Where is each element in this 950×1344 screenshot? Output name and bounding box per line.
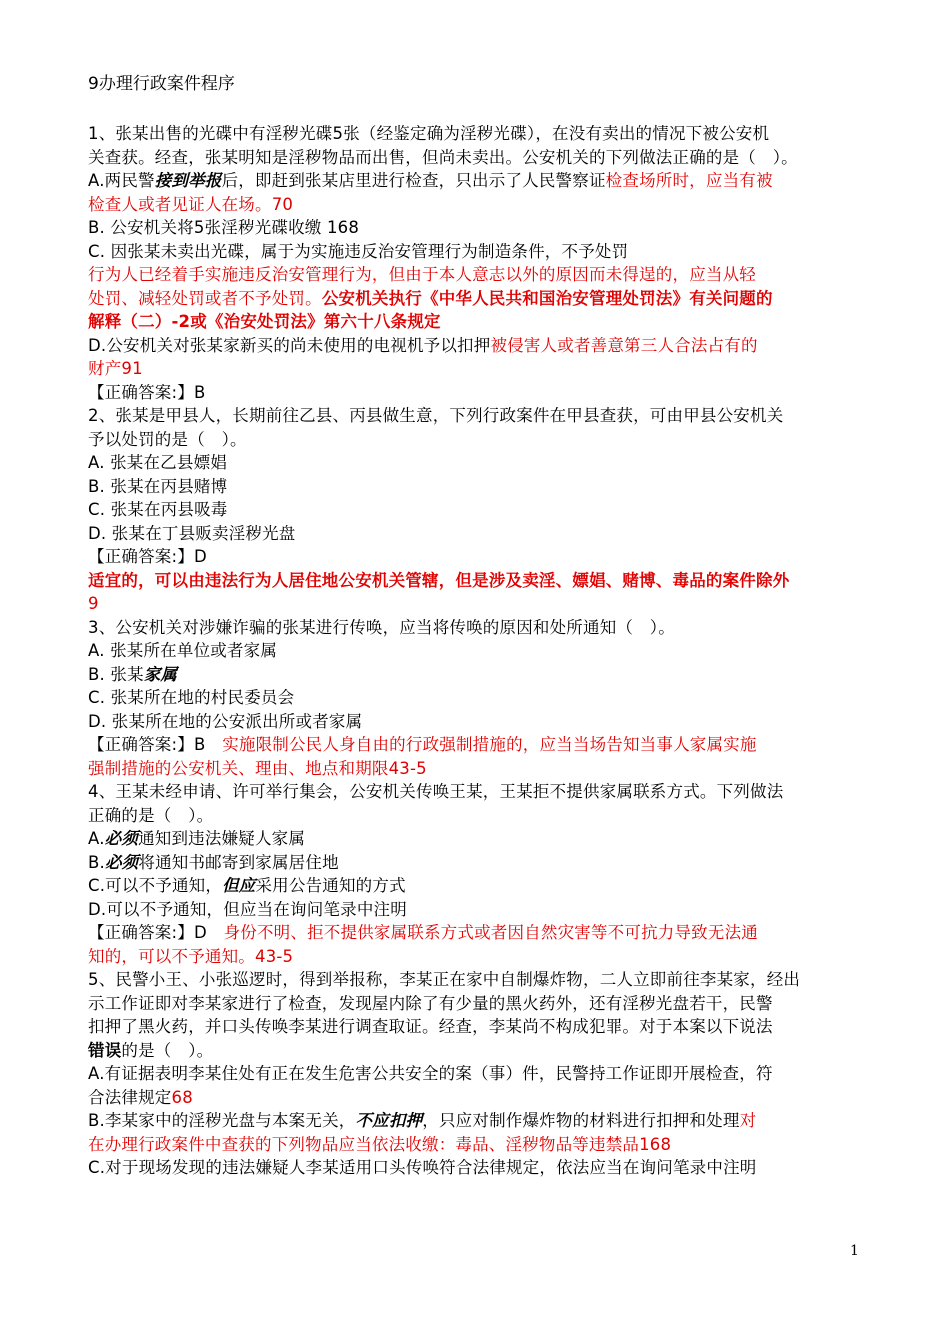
q2-option-b: B. 张某在丙县赌博 <box>88 476 228 496</box>
q2-option-c: C. 张某在丙县吸毒 <box>88 500 228 519</box>
q5-b-note-line-2: 在办理行政案件中查获的下列物品应当依法收缴：毒品、淫秽物品等违禁品168 <box>88 1134 672 1154</box>
q4-a-prefix: A. <box>88 829 105 848</box>
q4-b-emphasis: 必须 <box>104 852 139 872</box>
q2-stem-line-2: 予以处罚的是（ ）。 <box>88 429 247 449</box>
q4-answer: 【正确答案:】D <box>88 923 207 942</box>
q1-option-d <box>88 334 868 358</box>
q4-answer-line <box>88 921 868 945</box>
q4-option-d: D.可以不予通知，但应当在询问笔录中注明 <box>88 899 407 919</box>
q1-a-prefix: A.两民警 <box>88 171 155 190</box>
question-5 <box>88 968 868 1180</box>
q5-option-a-line-1: A.有证据表明李某住处有正在发生危害公共安全的案（事）件，民警持工作证即开展检查，符 <box>88 1064 773 1083</box>
q4-note-1: 身份不明、拒不提供家属联系方式或者因自然灾害等不可抗力导致无法通 <box>223 923 758 942</box>
document-body <box>88 72 868 1180</box>
q5-a-text: 合法律规定 <box>88 1087 172 1107</box>
q1-answer: 【正确答案:】B <box>88 382 206 402</box>
q3-stem: 3、公安机关对涉嫌诈骗的张某进行传唤，应当将传唤的原因和处所通知（ ）。 <box>88 617 675 637</box>
q1-a-text: 后，即赶到张某店里进行检查，只出示了人民警察证 <box>221 171 606 190</box>
q5-b-prefix: B.李某家中的淫秽光盘与本案无关， <box>88 1111 356 1130</box>
q4-option-b <box>88 851 868 875</box>
question-4 <box>88 780 868 968</box>
q2-stem-line-1: 2、张某是甲县人，长期前往乙县、丙县做生意，下列行政案件在甲县查获，可由甲县公安机关 <box>88 406 784 425</box>
q4-b-prefix: B. <box>88 852 105 872</box>
q5-b-emphasis: 不应扣押 <box>355 1111 423 1130</box>
q3-option-a: A. 张某所在单位或者家属 <box>88 641 278 660</box>
q5-b-note-1: 对 <box>739 1111 757 1130</box>
q1-a-note-line-2: 检查人或者见证人在场。70 <box>88 194 294 214</box>
q3-note-line-2: 强制措施的公安机关、理由、地点和期限43-5 <box>88 758 427 778</box>
q5-stem-rest: 的是（ ）。 <box>121 1040 214 1060</box>
q5-a-note: 68 <box>171 1087 193 1107</box>
q4-a-emphasis: 必须 <box>104 829 139 848</box>
q1-a-emphasis: 接到举报 <box>154 171 222 190</box>
q2-note-line-2: 9 <box>88 594 99 613</box>
q1-d-text: D.公安机关对张某家新买的尚未使用的电视机予以扣押 <box>88 335 491 355</box>
q3-b-emphasis: 家属 <box>143 664 178 684</box>
q3-b-prefix: B. 张某 <box>88 664 144 684</box>
q4-b-text: 将通知书邮寄到家属居住地 <box>138 852 339 872</box>
q5-stem-line-3: 扣押了黑火药，并口头传唤李某进行调查取证。经查，李某尚不构成犯罪。对于本案以下说法 <box>88 1017 773 1036</box>
q2-answer: 【正确答案:】D <box>88 547 207 566</box>
question-2 <box>88 404 868 616</box>
q1-c-note-line-2 <box>88 287 868 311</box>
q4-a-text: 通知到违法嫌疑人家属 <box>138 829 306 848</box>
q1-a-note: 检查场所时，应当有被 <box>605 171 773 190</box>
q3-answer-line <box>88 733 868 757</box>
q2-option-d: D. 张某在丁县贩卖淫秽光盘 <box>88 523 296 543</box>
q4-option-a <box>88 827 868 851</box>
q1-d-note: 被侵害人或者善意第三人合法占有的 <box>490 335 758 355</box>
q3-option-d: D. 张某所在地的公安派出所或者家属 <box>88 711 363 731</box>
q2-option-a: A. 张某在乙县嫖娼 <box>88 453 227 472</box>
q3-answer: 【正确答案:】B <box>88 735 206 754</box>
q5-stem-line-2: 示工作证即对李某家进行了检查，发现屋内除了有少量的黑火药外，还有淫秽光盘若干，民警 <box>88 993 773 1013</box>
q1-stem-line-1: 1、张某出售的光碟中有淫秽光碟5张（经鉴定确为淫秽光碟），在没有卖出的情况下被公安机 <box>88 124 770 143</box>
q4-c-text: 采用公告通知的方式 <box>255 876 406 895</box>
q4-option-c <box>88 874 868 898</box>
q1-c-note-2b: 公安机关执行《中华人民共和国治安管理处罚法》有关问题的 <box>321 288 773 308</box>
q5-stem-line-4 <box>88 1039 868 1063</box>
q3-option-b <box>88 663 868 687</box>
q4-stem-line-1: 4、王某未经申请、许可举行集会，公安机关传唤王某，王某拒不提供家属联系方式。下列做法 <box>88 782 784 801</box>
q5-option-b <box>88 1109 868 1133</box>
q4-note-line-2: 知的，可以不予通知。43-5 <box>88 946 294 966</box>
q1-option-b: B. 公安机关将5张淫秽光碟收缴 168 <box>88 218 360 237</box>
q5-stem-emphasis: 错误 <box>88 1040 122 1060</box>
q2-note-line-1: 适宜的，可以由违法行为人居住地公安机关管辖，但是涉及卖淫、嫖娼、赌博、毒品的案件除外 <box>88 570 790 590</box>
q4-stem-line-2: 正确的是（ ）。 <box>88 805 214 825</box>
question-3 <box>88 616 868 781</box>
q1-option-c: C. 因张某未卖出光碟，属于为实施违反治安管理行为制造条件，不予处罚 <box>88 241 629 261</box>
q1-stem-line-2: 关查获。经查，张某明知是淫秽物品而出售，但尚未卖出。公安机关的下列做法正确的是（ ）。 <box>88 147 798 167</box>
q1-c-note-line-3: 解释（二）-2或《治安处罚法》第六十八条规定 <box>88 312 441 331</box>
q3-note-1: 实施限制公民人身自由的行政强制措施的，应当当场告知当事人家属实施 <box>222 735 757 754</box>
q1-d-note-line-2: 财产91 <box>88 359 143 378</box>
page-title: 9办理行政案件程序 <box>88 74 235 94</box>
q4-c-prefix: C.可以不予通知， <box>88 876 223 895</box>
q3-option-c: C. 张某所在地的村民委员会 <box>88 688 295 707</box>
q1-option-a <box>88 169 868 193</box>
q1-c-note-2a: 处罚、减轻处罚或者不予处罚。 <box>88 288 322 308</box>
question-1 <box>88 122 868 404</box>
q5-b-text: ，只应对制作爆炸物的材料进行扣押和处理 <box>422 1111 740 1130</box>
q4-c-emphasis: 但应 <box>222 876 256 895</box>
q5-stem-line-1: 5、民警小王、小张巡逻时，得到举报称，李某正在家中自制爆炸物，二人立即前往李某家，经出 <box>88 970 801 989</box>
page-number: 1 <box>850 1243 859 1259</box>
q5-option-a-line-2 <box>88 1086 868 1110</box>
q1-c-note-line-1: 行为人已经着手实施违反治安管理行为，但由于本人意志以外的原因而未得逞的，应当从轻 <box>88 265 756 284</box>
q5-option-c: C.对于现场发现的违法嫌疑人李某适用口头传唤符合法律规定，依法应当在询问笔录中注明 <box>88 1158 757 1177</box>
